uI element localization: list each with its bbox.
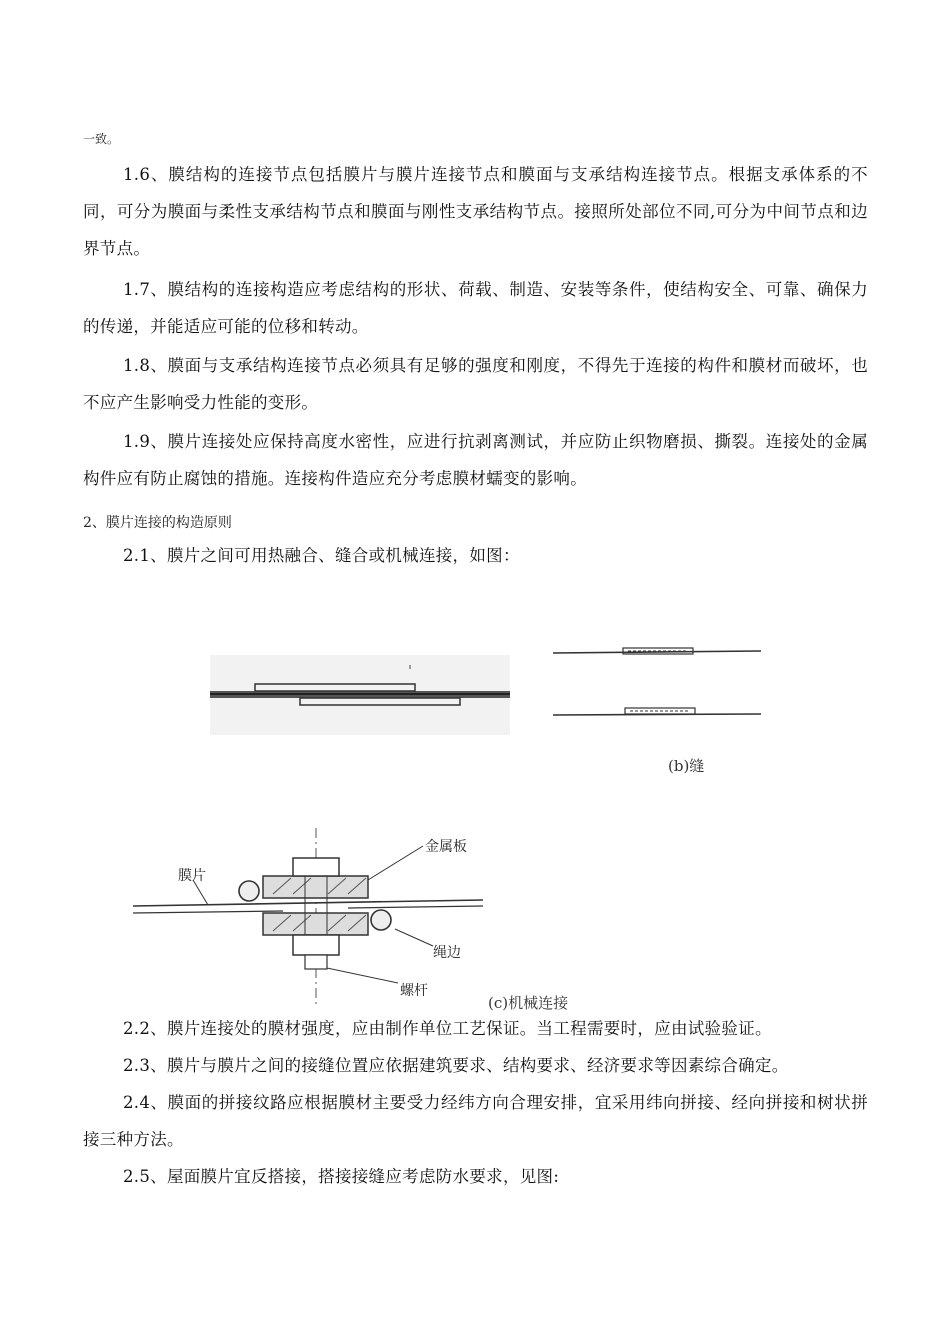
figure-b-caption: (b)缝 [668, 757, 705, 775]
paragraph-1-9: 1.9、膜片连接处应保持高度水密性，应进行抗剥离测试，并应防止织物磨损、撕裂。连接处的金属构件应有防止腐蚀的措施。连接构件造应充分考虑膜材蠕变的影响。 [83, 432, 868, 488]
paragraph-1-6: 1.6、膜结构的连接节点包括膜片与膜片连接节点和膜面与支承结构连接节点。根据支承体系的不同，可分为膜面与柔性支承结构节点和膜面与刚性支承结构节点。接照所处部位不同,可分为中间节点和边界节点。 [83, 165, 868, 258]
film-label: 膜片 [178, 868, 206, 884]
bolt-label: 螺杆 [400, 983, 428, 999]
metal-plate-label: 金属板 [425, 839, 467, 855]
paragraph-2-2: 2.2、膜片连接处的膜材强度，应由制作单位工艺保证。当工程需要时，应由试验验证。 [123, 1019, 772, 1038]
sewn-seam-diagram [553, 635, 761, 725]
paragraph-2-4: 2.4、膜面的拼接纹路应根据膜材主要受力经纬方向合理安排，宜采用纬向拼接、经向拼接和树状拼接三种方法。 [83, 1093, 868, 1149]
top-fragment: 一致。 [83, 132, 120, 146]
section-heading: 2、膜片连接的构造原则 [83, 515, 232, 531]
paragraph-2-3: 2.3、膜片与膜片之间的接缝位置应依据建筑要求、结构要求、经济要求等因素综合确定。 [123, 1056, 789, 1075]
heat-fusion-diagram [210, 655, 510, 735]
figure-c-caption: (c)机械连接 [488, 994, 569, 1012]
paragraph-2-5: 2.5、屋面膜片宜反搭接，搭接接缝应考虑防水要求，见图: [123, 1167, 560, 1186]
paragraph-2-1: 2.1、膜片之间可用热融合、缝合或机械连接，如图： [123, 546, 520, 565]
paragraph-1-8: 1.8、膜面与支承结构连接节点必须具有足够的强度和刚度，不得先于连接的构件和膜材而破坏，也不应产生影响受力性能的变形。 [83, 356, 868, 412]
paragraph-1-7: 1.7、膜结构的连接构造应考虑结构的形状、荷载、制造、安装等条件，使结构安全、可靠、确保力的传递，并能适应可能的位移和转动。 [83, 280, 868, 336]
rope-edge-label: 绳边 [433, 945, 461, 961]
